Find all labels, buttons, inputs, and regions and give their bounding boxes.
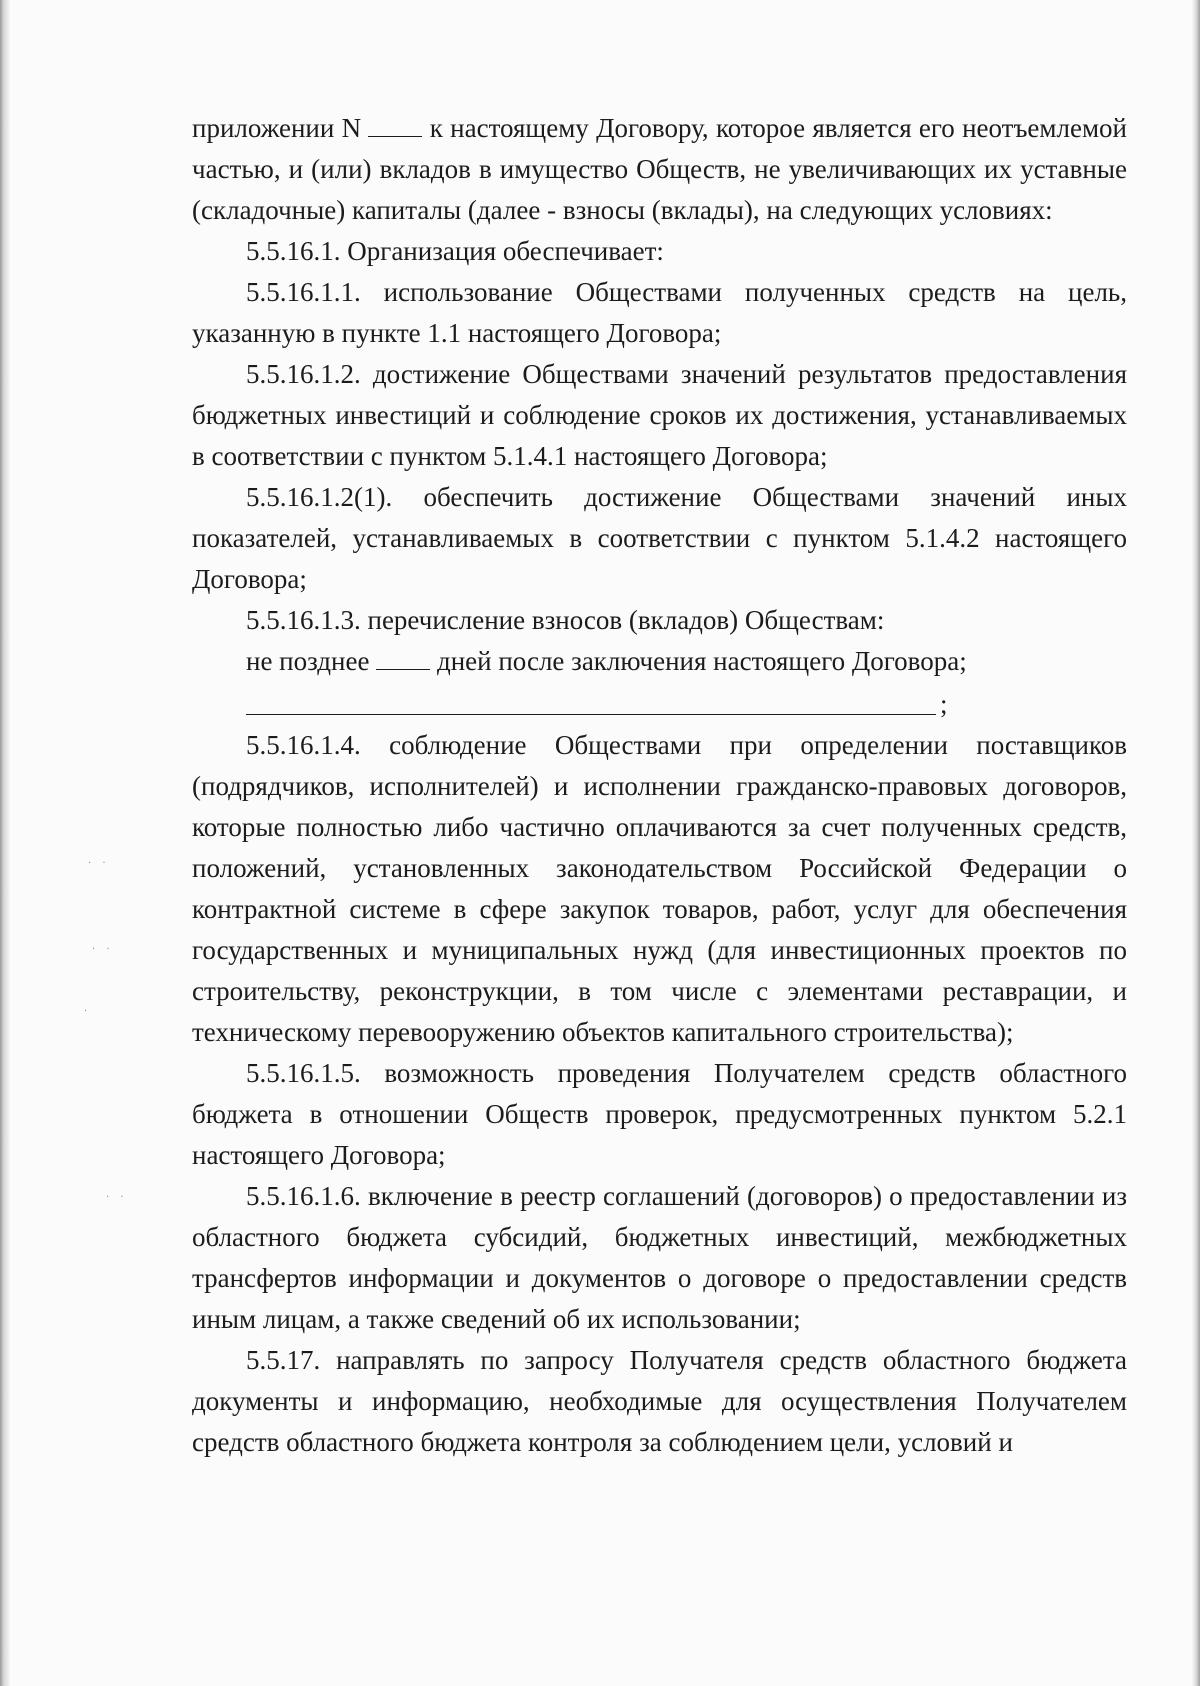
scan-speck: · · (88, 858, 110, 869)
paragraph-5-5-16-1-5: 5.5.16.1.5. возможность проведения Получателем средств областного бюджета в отношении Обществ проверок, предусмотренных пунктом 5.2.1 настоящего Договора; (192, 1058, 1127, 1170)
scan-speck: · · (92, 944, 114, 955)
paragraph-5-5-16-1-3: 5.5.16.1.3. перечисление взносов (вкладов) Обществам: (246, 605, 885, 635)
paragraph-5-5-16-1-2: 5.5.16.1.2. достижение Обществами значений результатов предоставления бюджетных инвестиций и соблюдение сроков их достижения, устанавливаемых в соответствии с пунктом 5.1.4.1 настоящего Договора; (192, 359, 1127, 471)
paragraph-5-5-17: 5.5.17. направлять по запросу Получателя средств областного бюджета документы и информацию, необходимые для осуществления Получателем средств областного бюджета контроля за соблюдением цели, условий и (192, 1345, 1127, 1457)
paragraph-5-5-16-1-6: 5.5.16.1.6. включение в реестр соглашений (договоров) о предоставлении из областного бюджета субсидий, бюджетных инвестиций, межбюджетных трансфертов информации и документов о договоре о предоставлении средств иным лицам, а также сведений об их использовании; (192, 1181, 1127, 1334)
blank-line: ; (192, 684, 1127, 725)
scan-speck: · · (106, 1192, 128, 1203)
scan-edge-left (0, 0, 10, 1686)
paragraph-5-5-16-1-1: 5.5.16.1.1. использование Обществами полученных средств на цель, указанную в пункте 1.1 настоящего Договора; (192, 277, 1127, 348)
scan-edge-right (1192, 0, 1200, 1686)
document-body (192, 108, 1127, 1463)
paragraph-continuation: приложении N к настоящему Договору, которое является его неотъемлемой частью, и (или) вкладов в имущество Обществ, не увеличивающих их уставные (складочные) капиталы (далее - взносы (вклады), на следующих условиях: (192, 108, 1127, 231)
scan-speck: · (84, 1006, 92, 1017)
paragraph-5-5-16-1-2-1: 5.5.16.1.2(1). обеспечить достижение Обществами значений иных показателей, устанавливаемых в соответствии с пунктом 5.1.4.2 настоящего Договора; (192, 482, 1127, 594)
paragraph-5-5-16-1: 5.5.16.1. Организация обеспечивает: (246, 236, 664, 266)
paragraph-deadline: не позднее дней после заключения настоящего Договора; (192, 641, 1127, 682)
blank-rule (246, 714, 936, 715)
blank-field (368, 110, 422, 137)
blank-field (376, 643, 430, 670)
paragraph-5-5-16-1-4: 5.5.16.1.4. соблюдение Обществами при определении поставщиков (подрядчиков, исполнителей) и исполнении гражданско-правовых договоров, которые полностью либо частично оплачиваются за счет полученных средств, положений, установленных законодательством Российской Федерации о контрактной системе в сфере закупок товаров, работ, услуг для обеспечения государственных и муниципальных нужд (для инвестиционных проектов по строительству, реконструкции, в том числе с элементами реставрации, и техническому перевооружению объектов капитального строительства); (192, 730, 1127, 1047)
